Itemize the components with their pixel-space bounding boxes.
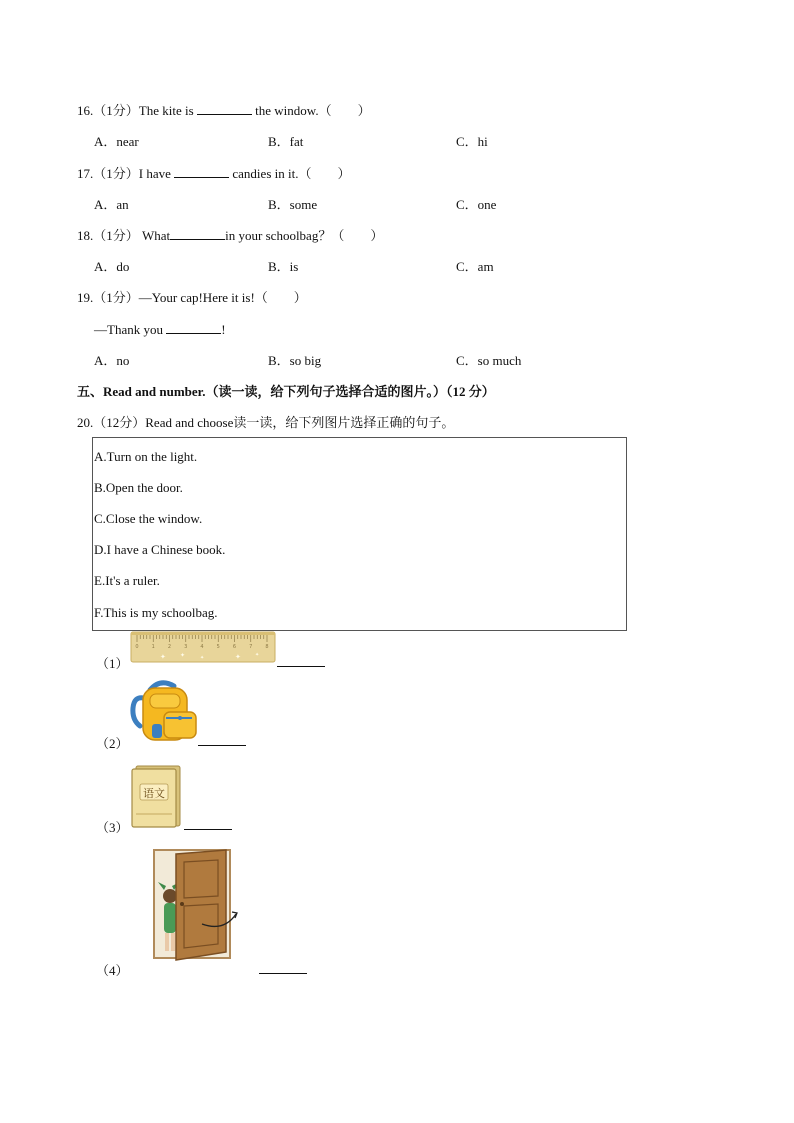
question-19-line2 [94,322,226,338]
item-label-2: （2） [96,736,129,751]
question-number: 17. [77,166,94,181]
section-heading: 五、Read and number.（读一读，给下列句子选择合适的图片。）（12 分） [77,384,495,399]
option-c[interactable]: C．so much [456,353,522,368]
question-17 [77,166,350,182]
question-19 [77,290,307,306]
sentence-d: D.I have a Chinese book. [94,542,226,557]
question-score: （1分） [93,103,139,118]
answer-blank[interactable] [170,228,225,240]
svg-text:✦: ✦ [200,656,205,661]
answer-blank-3[interactable] [184,829,232,830]
option-c[interactable]: C．am [456,259,494,274]
sentence-box [92,437,627,631]
item-label-1: （1） [96,656,129,671]
option-c[interactable]: C．one [456,197,497,212]
question-number: 18. [77,228,94,243]
answer-blank[interactable] [174,166,229,178]
question-number: 16. [77,103,94,118]
question-text: —Thank you [94,322,167,337]
option-b[interactable]: B．fat [268,134,304,149]
question-number: 19. [77,290,94,305]
ruler-tick-label: 6 [232,644,237,650]
ruler-tick-label: 1 [151,644,155,650]
ruler-icon [130,630,276,664]
book-label: 语文 [143,787,165,800]
sentence-b: B.Open the door. [94,480,183,495]
question-text: candies in it.（ ） [229,166,351,181]
ruler-tick-label: 0 [135,644,139,650]
question-score: （12分） [93,415,146,430]
answer-blank-2[interactable] [198,745,246,746]
option-a[interactable]: A．no [94,353,130,368]
item-label-3: （3） [96,820,129,835]
question-text: Read and choose读一读，给下列图片选择正确的句子。 [145,415,455,430]
door-icon [136,846,248,964]
ruler-tick-label: 2 [167,644,172,650]
svg-text:✦: ✦ [255,653,260,658]
sentence-a: A.Turn on the light. [94,449,198,464]
question-20 [77,415,454,431]
ruler-tick-label: 4 [200,644,204,650]
option-b[interactable]: B．so big [268,353,322,368]
option-a[interactable]: A．near [94,134,139,149]
ruler-tick-label: 3 [184,644,188,650]
answer-blank[interactable] [166,322,221,334]
question-text: in your schoolbag？（ ） [225,228,384,243]
answer-blank-1[interactable] [277,666,325,667]
sentence-e: E.It's a ruler. [94,573,160,588]
question-text: ! [221,322,226,337]
question-number: 20. [77,415,94,430]
svg-text:✦: ✦ [235,653,241,661]
question-text: —Your cap!Here it is!（ ） [138,290,307,305]
item-label-4: （4） [96,963,129,978]
answer-blank[interactable] [197,103,252,115]
question-16 [77,103,371,119]
option-c[interactable]: C．hi [456,134,488,149]
option-b[interactable]: B．some [268,197,318,212]
question-score: （1分） [93,166,139,181]
book-icon [130,764,182,828]
sentence-c: C.Close the window. [94,511,203,526]
question-score: （1分） [93,228,139,243]
svg-text:✦: ✦ [160,653,166,661]
option-a[interactable]: A．do [94,259,130,274]
question-text: What [138,228,171,243]
ruler-tick-label: 8 [265,644,269,650]
ruler-tick-label: 7 [249,644,253,650]
option-a[interactable]: A．an [94,197,129,212]
schoolbag-icon [130,676,200,746]
sentence-f: F.This is my schoolbag. [94,605,218,620]
question-text: I have [138,166,175,181]
question-score: （1分） [93,290,139,305]
question-text: The kite is [138,103,197,118]
answer-blank-4[interactable] [259,973,307,974]
svg-text:✦: ✦ [180,653,186,659]
ruler-tick-label: 5 [216,644,220,650]
question-text: the window.（ ） [251,103,371,118]
option-b[interactable]: B．is [268,259,299,274]
question-18 [77,228,383,244]
